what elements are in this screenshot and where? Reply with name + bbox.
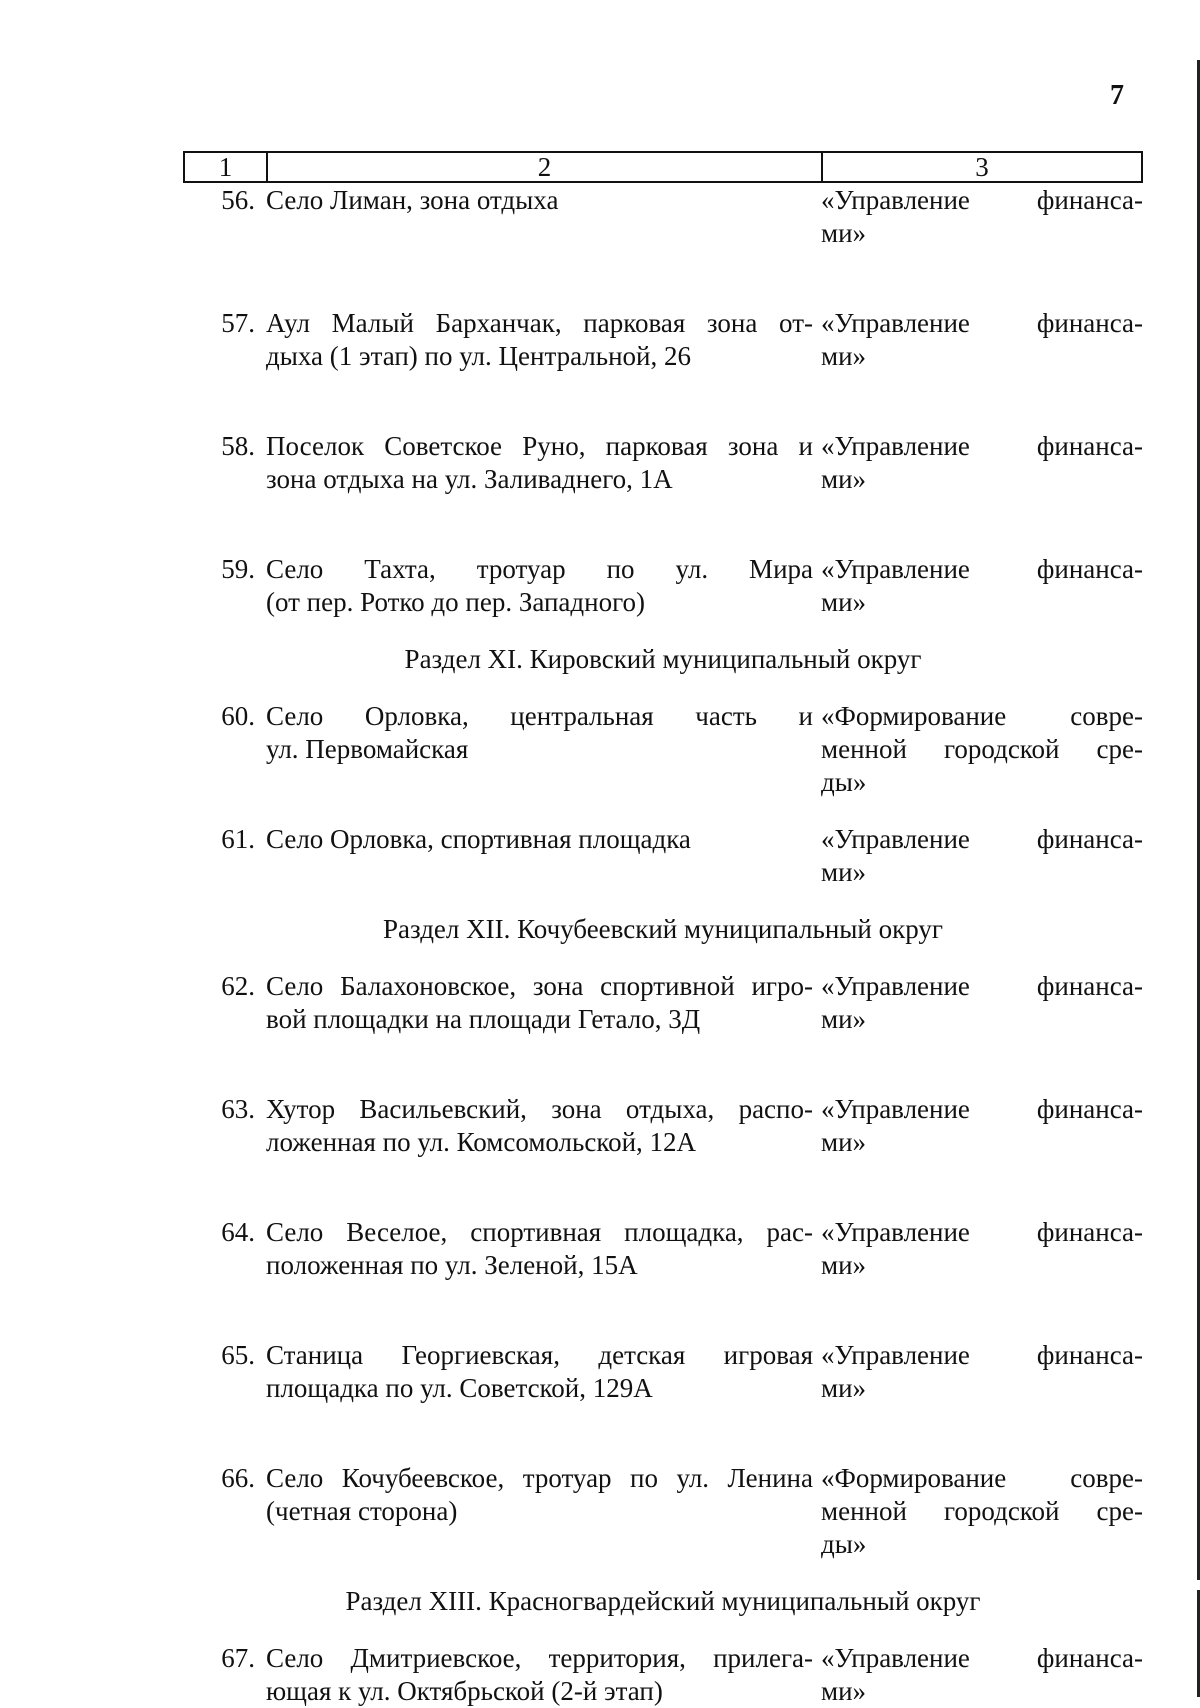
description-line: (от пер. Ротко до пер. Западного): [266, 587, 645, 617]
source-line: ми»: [821, 218, 867, 248]
description-line: Село Кочубеевское, тротуар по ул. Ленина: [266, 1463, 813, 1493]
row-funding-source: [821, 1339, 1143, 1405]
table-row: [183, 553, 1143, 619]
source-line: «Управление финанса-: [821, 185, 1143, 215]
row-description: [266, 1462, 821, 1561]
source-line: «Формирование совре-: [821, 1463, 1143, 1493]
source-line: «Управление финанса-: [821, 1340, 1143, 1370]
table-header: [183, 151, 1143, 183]
source-line: ми»: [821, 1250, 867, 1280]
row-number: 56.: [221, 185, 255, 215]
row-number: 66.: [221, 1463, 255, 1493]
source-line: «Управление финанса-: [821, 824, 1143, 854]
description-line: зона отдыха на ул. Заливаднего, 1А: [266, 464, 673, 494]
row-funding-source: [821, 1093, 1143, 1159]
row-funding-source: [821, 1642, 1143, 1708]
source-line: ми»: [821, 341, 867, 371]
source-line: ми»: [821, 1004, 867, 1034]
description-line: положенная по ул. Зеленой, 15А: [266, 1250, 638, 1280]
table-row: [183, 970, 1143, 1036]
row-description: [266, 553, 821, 619]
row-funding-source: [821, 430, 1143, 496]
source-line: ми»: [821, 1373, 867, 1403]
header-col-3: 3: [975, 152, 989, 182]
table-row: [183, 700, 1143, 799]
row-description: [266, 1093, 821, 1159]
header-col-2: 2: [268, 153, 823, 181]
table-row: [183, 184, 1143, 250]
table-row: [183, 1339, 1143, 1405]
row-number: 58.: [221, 431, 255, 461]
table-row: [183, 430, 1143, 496]
row-funding-source: [821, 184, 1143, 250]
source-line: «Формирование совре-: [821, 701, 1143, 731]
table-row: [183, 1093, 1143, 1159]
source-line: «Управление финанса-: [821, 554, 1143, 584]
source-line: ми»: [821, 1127, 867, 1157]
description-line: Село Балахоновское, зона спортивной игро-: [266, 971, 813, 1001]
table-row: [183, 1642, 1143, 1708]
source-line: менной городской сре-: [821, 1496, 1143, 1526]
description-line: Село Орловка, центральная часть и: [266, 701, 813, 731]
row-number: 59.: [221, 554, 255, 584]
row-description: [266, 1216, 821, 1282]
description-line: площадка по ул. Советской, 129А: [266, 1373, 653, 1403]
section-heading: Раздел XII. Кочубеевский муниципальный округ: [383, 914, 943, 944]
description-line: Поселок Советское Руно, парковая зона и: [266, 431, 813, 461]
source-line: «Управление финанса-: [821, 971, 1143, 1001]
description-line: ложенная по ул. Комсомольской, 12А: [266, 1127, 697, 1157]
table-row: [183, 1216, 1143, 1282]
row-number: 65.: [221, 1340, 255, 1370]
source-line: ды»: [821, 767, 867, 797]
table-row: [183, 307, 1143, 373]
row-funding-source: [821, 1462, 1143, 1561]
source-line: «Управление финанса-: [821, 1217, 1143, 1247]
page-number: 7: [1110, 80, 1124, 111]
row-number: 67.: [221, 1643, 255, 1673]
row-number: 64.: [221, 1217, 255, 1247]
description-line: ул. Первомайская: [266, 734, 469, 764]
source-line: ды»: [821, 1529, 867, 1559]
description-line: Село Лиман, зона отдыха: [266, 185, 559, 215]
row-number: 60.: [221, 701, 255, 731]
row-number: 62.: [221, 971, 255, 1001]
source-line: ми»: [821, 587, 867, 617]
source-line: ми»: [821, 857, 867, 887]
row-number: 61.: [221, 824, 255, 854]
row-description: [266, 430, 821, 496]
source-line: «Управление финанса-: [821, 308, 1143, 338]
description-line: дыха (1 этап) по ул. Центральной, 26: [266, 341, 691, 371]
table-row: [183, 823, 1143, 889]
row-description: [266, 307, 821, 373]
description-line: Хутор Васильевский, зона отдыха, распо-: [266, 1094, 813, 1124]
row-description: [266, 184, 821, 250]
description-line: Село Веселое, спортивная площадка, рас-: [266, 1217, 813, 1247]
description-line: Село Орловка, спортивная площадка: [266, 824, 691, 854]
description-line: Станица Георгиевская, детская игровая: [266, 1340, 813, 1370]
row-number: 57.: [221, 308, 255, 338]
row-description: [266, 823, 821, 889]
row-funding-source: [821, 970, 1143, 1036]
section-heading: Раздел XI. Кировский муниципальный округ: [404, 644, 922, 674]
source-line: «Управление финанса-: [821, 1094, 1143, 1124]
row-funding-source: [821, 553, 1143, 619]
row-description: [266, 1339, 821, 1405]
description-line: Село Дмитриевское, территория, прилега-: [266, 1643, 813, 1673]
table-row: [183, 1462, 1143, 1561]
row-description: [266, 970, 821, 1036]
description-line: Село Тахта, тротуар по ул. Мира: [266, 554, 813, 584]
row-funding-source: [821, 700, 1143, 799]
description-line: ющая к ул. Октябрьской (2-й этап): [266, 1676, 663, 1706]
row-funding-source: [821, 307, 1143, 373]
table-body: [183, 184, 1143, 1708]
row-description: [266, 700, 821, 799]
row-description: [266, 1642, 821, 1708]
header-col-1: 1: [185, 153, 268, 181]
description-line: Аул Малый Барханчак, парковая зона от-: [266, 308, 813, 338]
row-funding-source: [821, 823, 1143, 889]
row-funding-source: [821, 1216, 1143, 1282]
description-line: вой площадки на площади Гетало, 3Д: [266, 1004, 701, 1034]
row-number: 63.: [221, 1094, 255, 1124]
section-heading: Раздел XIII. Красногвардейский муниципальный округ: [345, 1586, 981, 1616]
source-line: ми»: [821, 1676, 867, 1706]
source-line: «Управление финанса-: [821, 1643, 1143, 1673]
description-line: (четная сторона): [266, 1496, 458, 1526]
source-line: ми»: [821, 464, 867, 494]
source-line: «Управление финанса-: [821, 431, 1143, 461]
source-line: менной городской сре-: [821, 734, 1143, 764]
